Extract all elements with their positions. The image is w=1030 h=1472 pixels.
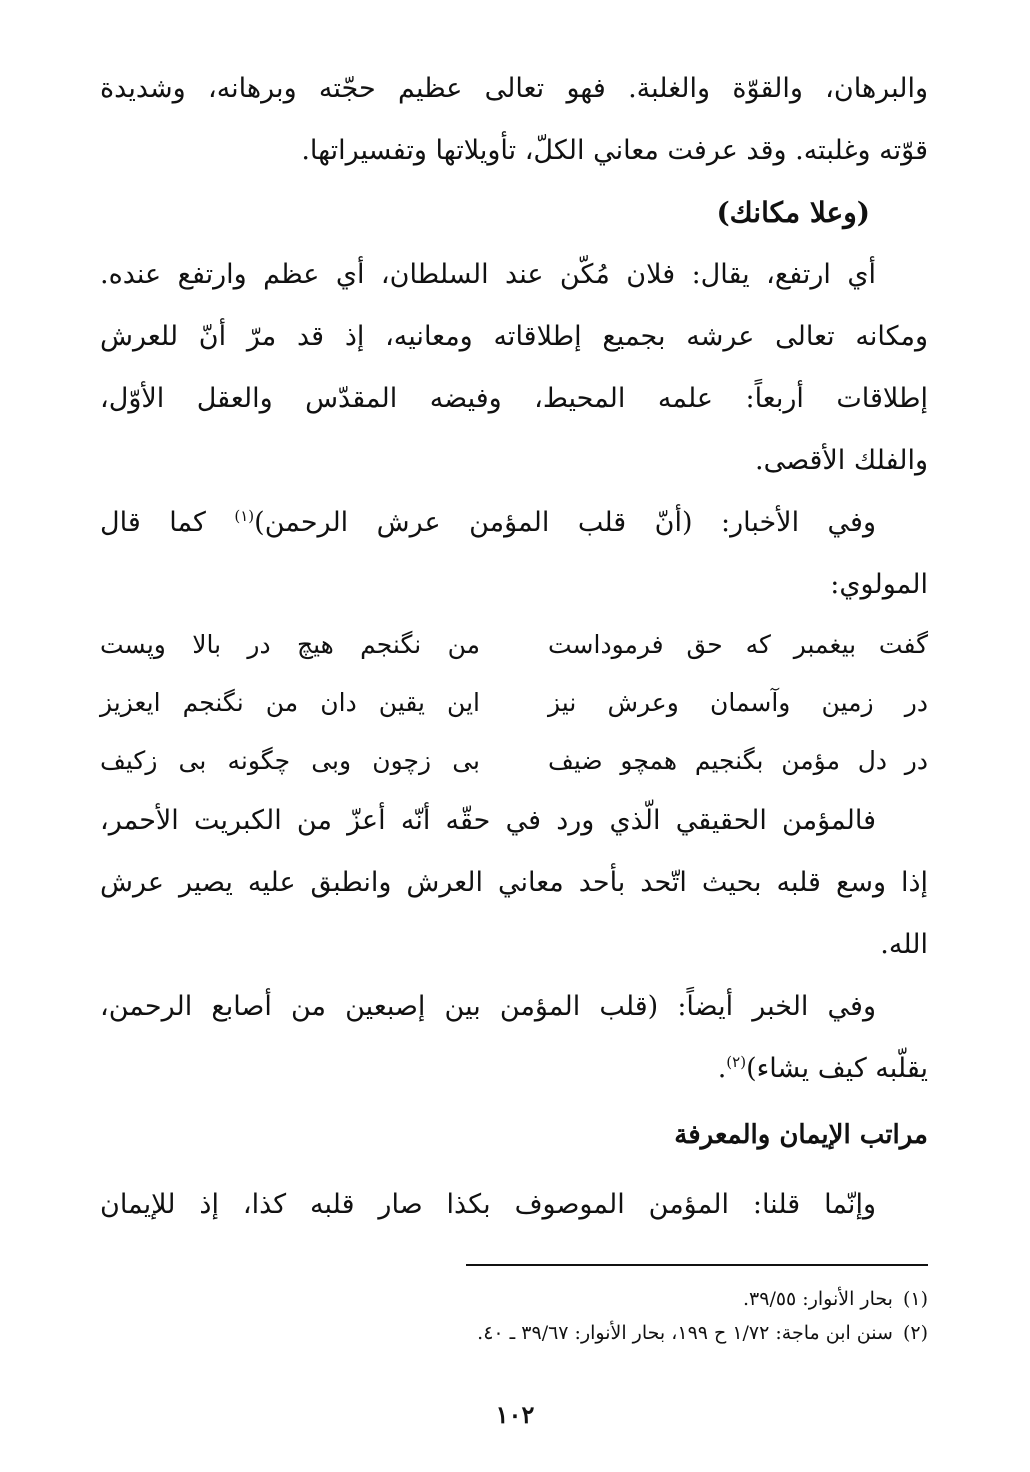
paragraph-line: [100, 492, 928, 554]
verse-second-hemistich: من نگنجم هيچ در بالا وپست: [100, 630, 480, 659]
verse-second-hemistich: بى زچون وبى چگونه بى زكيف: [100, 746, 480, 775]
quote-end: .: [717, 1053, 727, 1084]
paragraph-line: إذا وسع قلبه بحيث اتّحد بأحد معاني العرش وانطبق عليه يصير عرش: [100, 867, 928, 898]
paragraph-line: والفلك الأقصى.: [754, 445, 928, 476]
paragraph-line: ومكانه تعالى عرشه بجميع إطلاقاته ومعانيه، إذ قد مرّ أنّ للعرش: [100, 321, 928, 352]
paragraph-line: وإنّما قلنا: المؤمن الموصوف بكذا صار قلبه كذا، إذ للإيمان: [100, 1189, 876, 1220]
paragraph-line: والبرهان، والقوّة والغلبة. فهو تعالى عظيم حجّته وبرهانه، وشديدة: [100, 73, 928, 104]
footnote-text: سنن ابن ماجة: ١/٧٢ ح ١٩٩، بحار الأنوار: ٣٩/٦٧ ـ ٤٠.: [477, 1322, 893, 1344]
paragraph-line: الله.: [880, 929, 928, 960]
footnote-ref: (٢): [726, 1053, 747, 1071]
quote-text: يقلّبه كيف يشاء): [746, 1053, 928, 1084]
paragraph-line: إطلاقات أربعاً: علمه المحيط، وفيضه المقدّس والعقل الأوّل،: [100, 383, 928, 414]
paragraph-line: قوّته وغلبته. وقد عرفت معاني الكلّ، تأويلاتها وتفسيراتها.: [301, 135, 928, 166]
quote-text: وفي الأخبار: (أنّ قلب المؤمن عرش الرحمن): [254, 507, 876, 538]
quote-continuation: كما قال: [100, 507, 235, 538]
paragraph-line: أي ارتفع، يقال: فلان مُكّن عند السلطان، أي عظم وارتفع عنده.: [100, 259, 876, 290]
verse-first-hemistich: در زمين وآسمان وعرش نيز: [548, 688, 928, 717]
section-title: مراتب الإيمان والمعرفة: [674, 1120, 928, 1150]
footnote-number: (١): [902, 1288, 928, 1310]
footnote-ref: (١): [234, 507, 255, 525]
footnote-divider: [466, 1264, 928, 1266]
verse-first-hemistich: گفت بيغمبر كه حق فرموداست: [548, 630, 928, 659]
paragraph-line: وفي الخبر أيضاً: (قلب المؤمن بين إصبعين من أصابع الرحمن،: [100, 991, 876, 1022]
page-number: ١٠٢: [495, 1400, 535, 1429]
verse-row: [100, 732, 928, 790]
footnote-text: بحار الأنوار: ٣٩/٥٥.: [742, 1288, 893, 1310]
verse-first-hemistich: در دل مؤمن بگنجيم همچو ضيف: [548, 746, 928, 775]
paragraph-line: فالمؤمن الحقيقي الّذي ورد في حقّه أنّه أعزّ من الكبريت الأحمر،: [100, 805, 876, 836]
footnotes: [200, 1282, 928, 1350]
verse-second-hemistich: اين يقين دان من نگنجم ايعزيز: [100, 688, 480, 717]
paragraph-line: [100, 1038, 928, 1100]
footnote-number: (٢): [902, 1322, 928, 1344]
heading: (وعلا مكانك): [716, 196, 870, 229]
footnote: [200, 1316, 928, 1350]
paragraph-line: المولوي:: [830, 569, 928, 600]
verse-row: [100, 674, 928, 732]
footnote: [200, 1282, 928, 1316]
verse-row: [100, 616, 928, 674]
page-body: [100, 58, 928, 1236]
